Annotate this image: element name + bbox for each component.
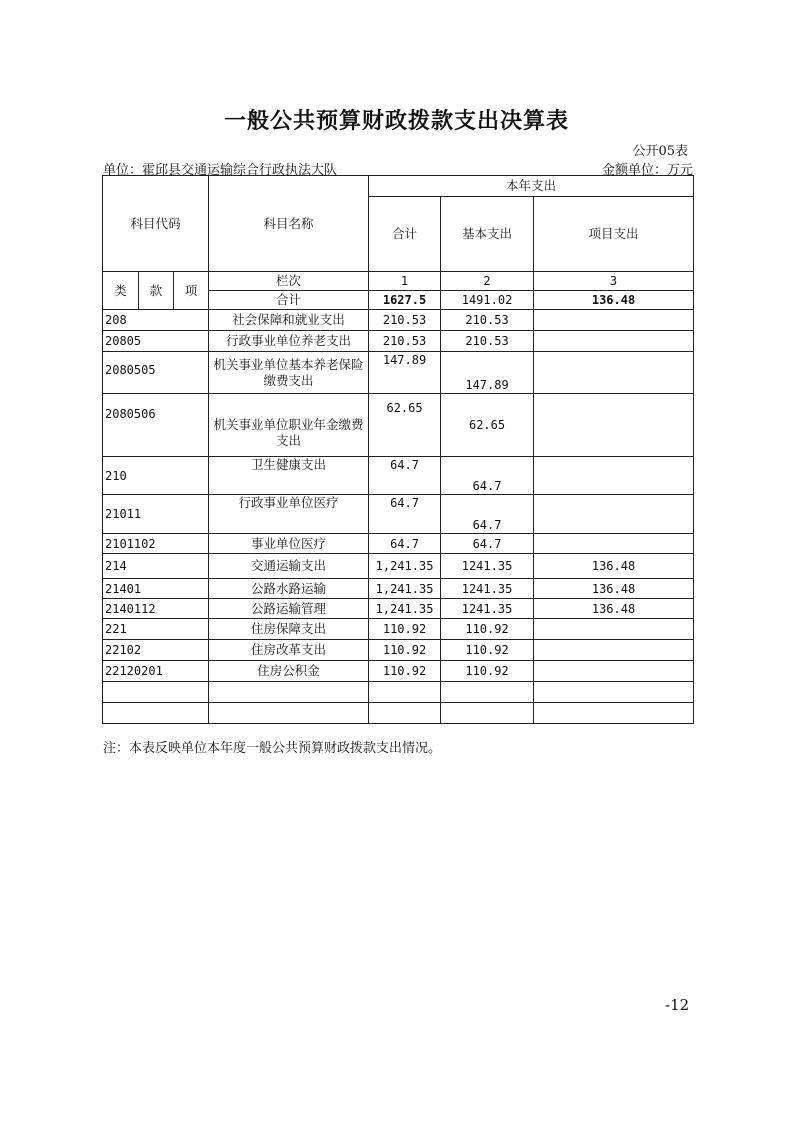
empty-cell (209, 703, 369, 724)
column-3: 3 (534, 272, 694, 291)
row-total: 147.89 (369, 352, 441, 394)
row-total: 210.53 (369, 310, 441, 331)
row-basic: 110.92 (441, 619, 534, 640)
empty-row (103, 703, 694, 724)
row-name: 公路运输管理 (209, 599, 369, 619)
row-name: 行政事业单位养老支出 (209, 331, 369, 352)
empty-cell (534, 703, 694, 724)
row-code: 21401 (103, 579, 209, 599)
header-kuan: 款 (139, 272, 174, 310)
page-title: 一般公共预算财政拨款支出决算表 (223, 108, 569, 134)
row-basic: 64.7 (441, 534, 534, 554)
table-row (103, 495, 694, 534)
header-column-no: 栏次 (209, 272, 369, 291)
table-row (103, 352, 694, 394)
table-row (103, 457, 694, 495)
row-project: 136.48 (534, 599, 694, 619)
row-code: 214 (103, 554, 209, 579)
row-code: 22102 (103, 640, 209, 661)
header-lei: 类 (103, 272, 139, 310)
row-project (534, 640, 694, 661)
row-code: 21011 (103, 495, 209, 534)
table-note: 注：本表反映单位本年度一般公共预算财政拨款支出情况。 (103, 741, 442, 756)
row-project (534, 619, 694, 640)
page-number: -12 (665, 996, 690, 1014)
summary-label: 合计 (209, 291, 369, 310)
table-row (103, 640, 694, 661)
expense-table (102, 175, 694, 724)
column-2: 2 (441, 272, 534, 291)
row-total: 110.92 (369, 640, 441, 661)
row-project (534, 352, 694, 394)
summary-total: 1627.5 (369, 291, 441, 310)
row-code: 208 (103, 310, 209, 331)
row-code: 20805 (103, 331, 209, 352)
row-project (534, 394, 694, 457)
empty-row (103, 682, 694, 703)
table-row (103, 534, 694, 554)
row-project (534, 661, 694, 682)
table-row (103, 331, 694, 352)
unit-label: 单位：霍邱县交通运输综合行政执法大队 (103, 163, 338, 178)
row-basic: 64.7 (441, 457, 534, 495)
header-project: 项目支出 (534, 197, 694, 272)
empty-cell (103, 703, 209, 724)
row-total: 210.53 (369, 331, 441, 352)
row-name: 住房公积金 (209, 661, 369, 682)
row-project (534, 310, 694, 331)
row-total: 1,241.35 (369, 599, 441, 619)
empty-cell (369, 703, 441, 724)
row-name: 机关事业单位职业年金缴费支出 (209, 394, 369, 457)
row-code: 210 (103, 457, 209, 495)
header-year-expense: 本年支出 (369, 176, 694, 197)
row-total: 1,241.35 (369, 554, 441, 579)
table-row (103, 599, 694, 619)
table-row (103, 579, 694, 599)
row-basic: 62.65 (441, 394, 534, 457)
row-project: 136.48 (534, 579, 694, 599)
row-basic: 1241.35 (441, 554, 534, 579)
empty-cell (441, 703, 534, 724)
row-code: 22120201 (103, 661, 209, 682)
header-basic: 基本支出 (441, 197, 534, 272)
empty-cell (534, 682, 694, 703)
row-project (534, 457, 694, 495)
row-project (534, 495, 694, 534)
row-name: 事业单位医疗 (209, 534, 369, 554)
empty-cell (441, 682, 534, 703)
row-basic: 1241.35 (441, 599, 534, 619)
row-total: 64.7 (369, 495, 441, 534)
row-total: 64.7 (369, 457, 441, 495)
table-row (103, 310, 694, 331)
row-basic: 210.53 (441, 331, 534, 352)
row-project (534, 534, 694, 554)
row-code: 2080506 (103, 394, 209, 457)
row-code: 2101102 (103, 534, 209, 554)
row-name: 社会保障和就业支出 (209, 310, 369, 331)
row-basic: 210.53 (441, 310, 534, 331)
row-name: 住房改革支出 (209, 640, 369, 661)
table-row (103, 619, 694, 640)
column-1: 1 (369, 272, 441, 291)
row-project: 136.48 (534, 554, 694, 579)
row-code: 2140112 (103, 599, 209, 619)
row-name: 行政事业单位医疗 (209, 495, 369, 534)
row-name: 交通运输支出 (209, 554, 369, 579)
header-name: 科目名称 (209, 176, 369, 272)
row-basic: 110.92 (441, 640, 534, 661)
form-number: 公开05表 (632, 144, 688, 159)
row-code: 221 (103, 619, 209, 640)
amount-unit-label: 金额单位：万元 (601, 163, 693, 178)
row-total: 110.92 (369, 661, 441, 682)
row-name: 机关事业单位基本养老保险缴费支出 (209, 352, 369, 394)
row-total: 62.65 (369, 394, 441, 457)
row-total: 1,241.35 (369, 579, 441, 599)
header-xiang: 项 (174, 272, 209, 310)
table-row (103, 661, 694, 682)
header-code: 科目代码 (103, 176, 209, 272)
row-total: 64.7 (369, 534, 441, 554)
row-basic: 110.92 (441, 661, 534, 682)
empty-cell (209, 682, 369, 703)
header-total: 合计 (369, 197, 441, 272)
row-name: 卫生健康支出 (209, 457, 369, 495)
row-basic: 64.7 (441, 495, 534, 534)
table-row (103, 394, 694, 457)
table-row (103, 554, 694, 579)
row-basic: 147.89 (441, 352, 534, 394)
summary-basic: 1491.02 (441, 291, 534, 310)
empty-cell (369, 682, 441, 703)
summary-project: 136.48 (534, 291, 694, 310)
row-name: 公路水路运输 (209, 579, 369, 599)
row-project (534, 331, 694, 352)
row-code: 2080505 (103, 352, 209, 394)
row-total: 110.92 (369, 619, 441, 640)
row-basic: 1241.35 (441, 579, 534, 599)
row-name: 住房保障支出 (209, 619, 369, 640)
empty-cell (103, 682, 209, 703)
